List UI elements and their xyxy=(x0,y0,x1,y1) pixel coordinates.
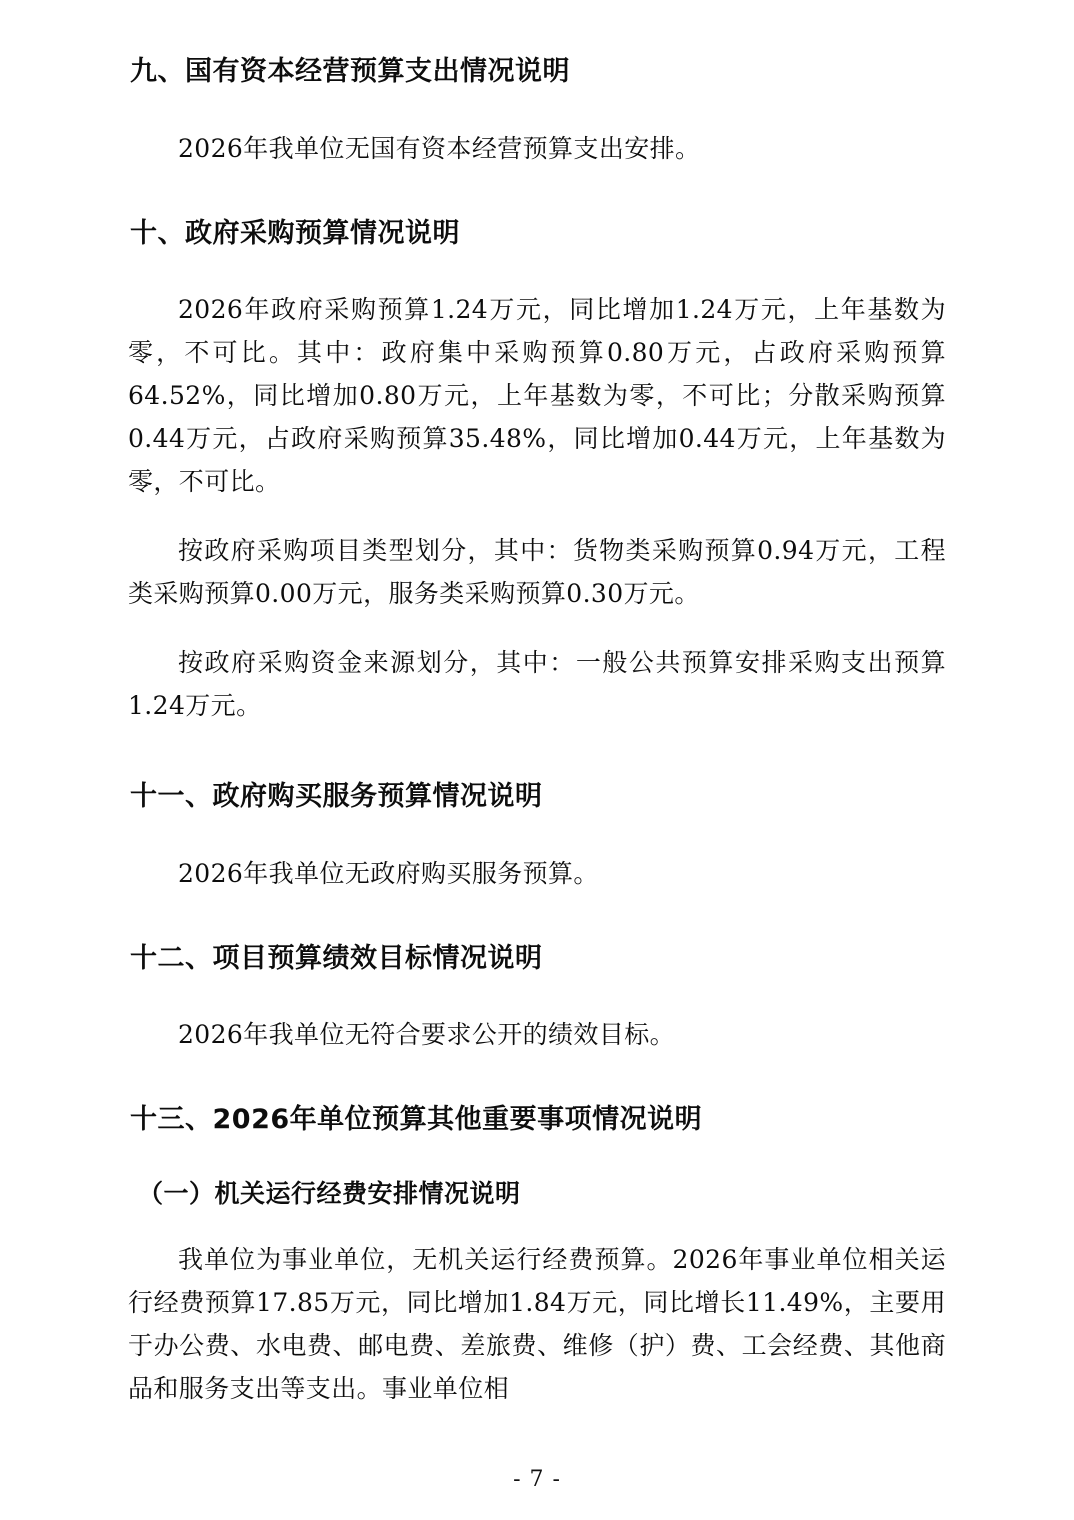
spacer xyxy=(128,170,946,214)
section-heading-13: 十三、2026年单位预算其他重要事项情况说明 xyxy=(130,1104,703,1135)
section-heading-11: 十一、政府购买服务预算情况说明 xyxy=(130,781,543,812)
spacer xyxy=(128,895,946,939)
spacer xyxy=(128,254,946,288)
spacer xyxy=(128,615,946,641)
spacer xyxy=(128,979,946,1013)
paragraph-10-3: 按政府采购资金来源划分，其中：一般公共预算安排采购支出预算1.24万元。 xyxy=(128,648,946,720)
paragraph-10-2: 按政府采购项目类型划分，其中：货物类采购预算0.94万元，工程类采购预算0.00万元，服务类采购预算0.30万元。 xyxy=(128,536,946,608)
spacer xyxy=(128,818,946,852)
spacer xyxy=(128,1212,946,1238)
page-number: - 7 - xyxy=(513,1467,561,1492)
spacer xyxy=(128,503,946,529)
subsection-heading-13-1: （一）机关运行经费安排情况说明 xyxy=(138,1178,521,1208)
paragraph-9-1: 2026年我单位无国有资本经营预算支出安排。 xyxy=(178,133,701,163)
paragraph-11-1: 2026年我单位无政府购买服务预算。 xyxy=(178,858,599,888)
section-heading-12: 十二、项目预算绩效目标情况说明 xyxy=(130,942,543,974)
spacer xyxy=(128,727,946,777)
spacer xyxy=(128,93,946,127)
section-heading-10: 十、政府采购预算情况说明 xyxy=(130,217,460,249)
spacer xyxy=(128,1056,946,1100)
paragraph-12-1: 2026年我单位无符合要求公开的绩效目标。 xyxy=(178,1020,676,1049)
section-heading-9: 九、国有资本经营预算支出情况说明 xyxy=(130,56,570,87)
paragraph-10-1: 2026年政府采购预算1.24万元，同比增加1.24万元，上年基数为零，不可比。其中：政府集中采购预算0.80万元，占政府采购预算64.52%，同比增加0.80万元，上年基数为零，不可比；分散采购预算0.44万元，占政府采购预算35.48%，同比增加0.44万元，上年基数为零，不可比。 xyxy=(128,295,946,496)
paragraph-13-1-1: 我单位为事业单位，无机关运行经费预算。2026年事业单位相关运行经费预算17.85万元，同比增加1.84万元，同比增长11.49%，主要用于办公费、水电费、邮电费、差旅费、维修（护）费、工会经费、其他商品和服务支出等支出。事业单位相 xyxy=(128,1245,946,1403)
spacer xyxy=(128,1141,946,1175)
